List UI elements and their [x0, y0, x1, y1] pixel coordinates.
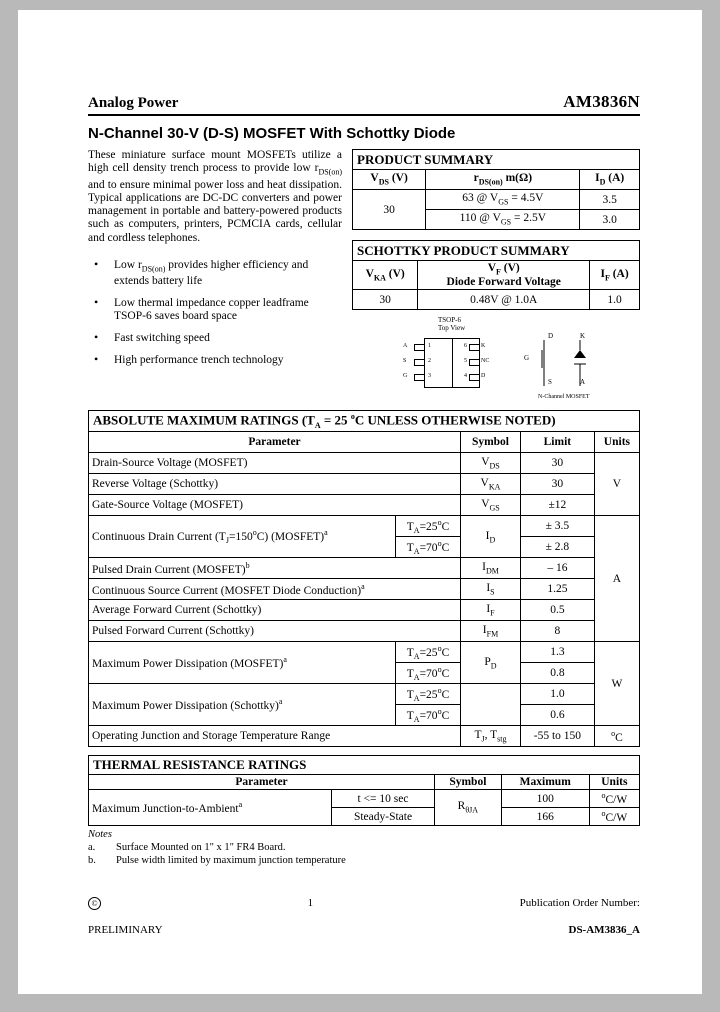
- amr-symbol-5: $I_{DM}$: [461, 558, 521, 579]
- thermal-col-symbol: Symbol: [435, 775, 502, 790]
- thermal-symbol: $R_{\theta JA}$: [435, 790, 502, 826]
- cell-if: 1.0: [590, 290, 640, 310]
- note-key-a: a.: [88, 841, 96, 853]
- amr-limit-4b: ± 2.8: [520, 537, 594, 558]
- pin-3: [414, 374, 425, 381]
- amr-cond-10b: $T_A=70^oC$: [396, 705, 461, 726]
- amr-limit-9b: 0.8: [520, 663, 594, 684]
- thermal-cond-2: Steady-State: [332, 808, 435, 826]
- amr-limit-7: 0.5: [520, 600, 594, 621]
- cell-rdson-2: 110 @ $V_{GS} = 2.5V$: [426, 210, 580, 230]
- amr-symbol-4: $I_D$: [461, 516, 521, 558]
- list-item: • Low $r_{DS(on)}$ provides higher efficiency and extends battery life: [88, 259, 342, 288]
- part-number: AM3836N: [563, 92, 640, 111]
- page-footer: [88, 897, 640, 936]
- document-status: PRELIMINARY: [88, 924, 163, 936]
- product-summary-title: PRODUCT SUMMARY: [353, 150, 640, 170]
- thermal-title: THERMAL RESISTANCE RATINGS: [89, 756, 640, 775]
- table-row: [89, 726, 640, 747]
- amr-cond-4a: $T_A=25^oC$: [396, 516, 461, 537]
- pin-label-nc: NC: [481, 358, 490, 365]
- note-item: [88, 855, 640, 866]
- thermal-param: Maximum Junction-to-Ambient$^a$: [89, 790, 332, 826]
- copyright-icon: ©: [88, 897, 101, 910]
- pin-5: [469, 359, 480, 366]
- amr-symbol-11: $T_J$, $T_{stg}$: [461, 726, 521, 747]
- amr-param-4: Continuous Drain Current $(T_J=150^oC)$ (MOSFET)$^a$: [89, 516, 396, 558]
- amr-symbol-8: $I_{FM}$: [461, 621, 521, 642]
- cell-vka: 30: [353, 290, 418, 310]
- package-drawing: [352, 316, 640, 402]
- amr-symbol-10: [461, 684, 521, 726]
- company-name: Analog Power: [88, 95, 179, 111]
- thermal-units-2: $^o$C/W: [589, 808, 639, 826]
- amr-limit-4a: ± 3.5: [520, 516, 594, 537]
- amr-symbol-9: $P_D$: [461, 642, 521, 684]
- amr-limit-8: 8: [520, 621, 594, 642]
- thermal-cond-1: t <= 10 sec: [332, 790, 435, 808]
- symbol-caption: N-Channel MOSFET: [538, 394, 590, 401]
- top-section: [88, 149, 640, 402]
- amr-param-10: Maximum Power Dissipation (Schottky)$^a$: [89, 684, 396, 726]
- amr-limit-10b: 0.6: [520, 705, 594, 726]
- list-item: • Fast switching speed: [88, 332, 342, 345]
- table-row: [89, 474, 640, 495]
- amr-param-11: Operating Junction and Storage Temperature Range: [89, 726, 461, 747]
- amr-cond-9a: $T_A=25^oC$: [396, 642, 461, 663]
- note-text-a: Surface Mounted on 1" x 1" FR4 Board.: [116, 841, 286, 853]
- thermal-max-1: 100: [501, 790, 589, 808]
- absolute-maximum-ratings-table: [88, 410, 640, 747]
- symbol-label-k: K: [580, 332, 586, 341]
- amr-limit-11: -55 to 150: [520, 726, 594, 747]
- amr-param-1: Drain-Source Voltage (MOSFET): [89, 453, 461, 474]
- col-header-id: $I_D$ (A): [580, 170, 640, 190]
- amr-limit-10a: 1.0: [520, 684, 594, 705]
- note-item: [88, 842, 640, 853]
- amr-units-w: W: [594, 642, 639, 726]
- schottky-summary-table: [352, 240, 640, 310]
- amr-col-symbol: Symbol: [461, 432, 521, 453]
- cell-rdson-1: 63 @ $V_{GS} = 4.5V$: [426, 190, 580, 210]
- page-content: [88, 92, 640, 866]
- amr-param-9: Maximum Power Dissipation (MOSFET)$^a$: [89, 642, 396, 684]
- col-header-vka: $V_{KA}$ (V): [353, 261, 418, 290]
- note-text-b: Pulse width limited by maximum junction temperature: [116, 854, 346, 866]
- amr-param-6: Continuous Source Current (MOSFET Diode Conduction)$^a$: [89, 579, 461, 600]
- amr-units-c: $^o$C: [594, 726, 639, 747]
- package-name: TSOP-6: [438, 316, 461, 325]
- amr-limit-2: 30: [520, 474, 594, 495]
- amr-param-2: Reverse Voltage (Schottky): [89, 474, 461, 495]
- publication-number: DS-AM3836_A: [568, 924, 640, 936]
- thermal-col-parameter: Parameter: [89, 775, 435, 790]
- amr-col-limit: Limit: [520, 432, 594, 453]
- product-summary-table: [352, 149, 640, 230]
- table-row: [89, 516, 640, 537]
- amr-limit-1: 30: [520, 453, 594, 474]
- document-page: [18, 10, 702, 994]
- amr-param-7: Average Forward Current (Schottky): [89, 600, 461, 621]
- symbol-label-d: D: [548, 332, 554, 341]
- table-row: [89, 495, 640, 516]
- amr-limit-6: 1.25: [520, 579, 594, 600]
- pin-number-1: 1: [428, 343, 431, 350]
- cell-id-2: 3.0: [580, 210, 640, 230]
- amr-symbol-1: $V_{DS}$: [461, 453, 521, 474]
- cell-vf: 0.48V @ 1.0A: [418, 290, 590, 310]
- pin-number-5: 5: [464, 358, 467, 365]
- amr-cond-10a: $T_A=25^oC$: [396, 684, 461, 705]
- amr-cond-4b: $T_A=70^oC$: [396, 537, 461, 558]
- pin-1: [414, 344, 425, 351]
- page-header: [88, 92, 640, 116]
- pin-2: [414, 359, 425, 366]
- table-row: [89, 684, 640, 705]
- thermal-max-2: 166: [501, 808, 589, 826]
- schottky-summary-title: SCHOTTKY PRODUCT SUMMARY: [353, 241, 640, 261]
- table-row: [89, 558, 640, 579]
- amr-col-units: Units: [594, 432, 639, 453]
- pin-label-k: K: [481, 343, 486, 350]
- amr-col-parameter: Parameter: [89, 432, 461, 453]
- note-key-b: b.: [88, 854, 96, 866]
- amr-symbol-2: $V_{KA}$: [461, 474, 521, 495]
- col-header-vds: $V_{DS}$ (V): [353, 170, 426, 190]
- symbol-label-s: S: [548, 378, 552, 387]
- notes-section: [88, 829, 640, 866]
- cell-vds: 30: [353, 190, 426, 230]
- page-number: 1: [307, 897, 314, 909]
- amr-param-8: Pulsed Forward Current (Schottky): [89, 621, 461, 642]
- thermal-resistance-table: [88, 755, 640, 826]
- pin-label-s: S: [403, 358, 407, 365]
- thermal-units-1: $^o$C/W: [589, 790, 639, 808]
- intro-paragraph: These miniature surface mount MOSFETs utilize a high cell density trench process to provide low $r_{DS(on)}$ and to ensure minimal power loss and heat dissipation. Typical applications are DC-DC converters and power management in portable and battery-powered products such as computers, printers, PCMCIA cards, cellular and cordless telephones.: [88, 149, 342, 244]
- list-item: • High performance trench technology: [88, 354, 342, 367]
- amr-param-3: Gate-Source Voltage (MOSFET): [89, 495, 461, 516]
- table-row: [89, 579, 640, 600]
- table-row: [89, 600, 640, 621]
- amr-cond-9b: $T_A=70^oC$: [396, 663, 461, 684]
- pin-label-g: G: [403, 373, 408, 380]
- amr-symbol-6: $I_S$: [461, 579, 521, 600]
- list-item: • Low thermal impedance copper leadframe TSOP-6 saves board space: [88, 297, 342, 323]
- amr-param-5: Pulsed Drain Current (MOSFET)$^b$: [89, 558, 461, 579]
- notes-label: Notes: [88, 828, 112, 840]
- document-title: N-Channel 30-V (D-S) MOSFET With Schottky Diode: [88, 125, 456, 142]
- left-column: [88, 149, 342, 402]
- pin-6: [469, 344, 480, 351]
- schematic-symbol: [540, 338, 630, 394]
- pin-number-3: 3: [428, 373, 431, 380]
- right-column: [352, 149, 640, 402]
- table-row: [89, 642, 640, 663]
- amr-symbol-3: $V_{GS}$: [461, 495, 521, 516]
- table-row: [89, 790, 640, 808]
- table-row: [89, 621, 640, 642]
- pin-label-a: A: [403, 343, 408, 350]
- pin-number-6: 6: [464, 343, 467, 350]
- amr-units-v: V: [594, 453, 639, 516]
- package-center-line: [452, 339, 453, 387]
- pin-number-2: 2: [428, 358, 431, 365]
- col-header-rdson: $r_{DS(on)}$ m(Ω): [426, 170, 580, 190]
- col-header-if: $I_F$ (A): [590, 261, 640, 290]
- pin-4: [469, 374, 480, 381]
- symbol-label-g: G: [524, 354, 530, 363]
- amr-symbol-7: $I_F$: [461, 600, 521, 621]
- amr-limit-5: – 16: [520, 558, 594, 579]
- pin-label-d: D: [481, 373, 486, 380]
- publication-label: Publication Order Number:: [519, 897, 640, 909]
- col-header-vf: $V_F$ (V) Diode Forward Voltage: [418, 261, 590, 290]
- cell-id-1: 3.5: [580, 190, 640, 210]
- pin-number-4: 4: [464, 373, 467, 380]
- amr-limit-3: ±12: [520, 495, 594, 516]
- amr-title: ABSOLUTE MAXIMUM RATINGS ($T_A = 25$ $^o$C UNLESS OTHERWISE NOTED): [89, 411, 640, 432]
- package-view: Top View: [438, 324, 466, 333]
- symbol-label-a: A: [580, 378, 586, 387]
- table-row: [89, 453, 640, 474]
- amr-units-a: A: [594, 516, 639, 642]
- thermal-col-units: Units: [589, 775, 639, 790]
- thermal-col-maximum: Maximum: [501, 775, 589, 790]
- amr-limit-9a: 1.3: [520, 642, 594, 663]
- features-list: [88, 259, 342, 367]
